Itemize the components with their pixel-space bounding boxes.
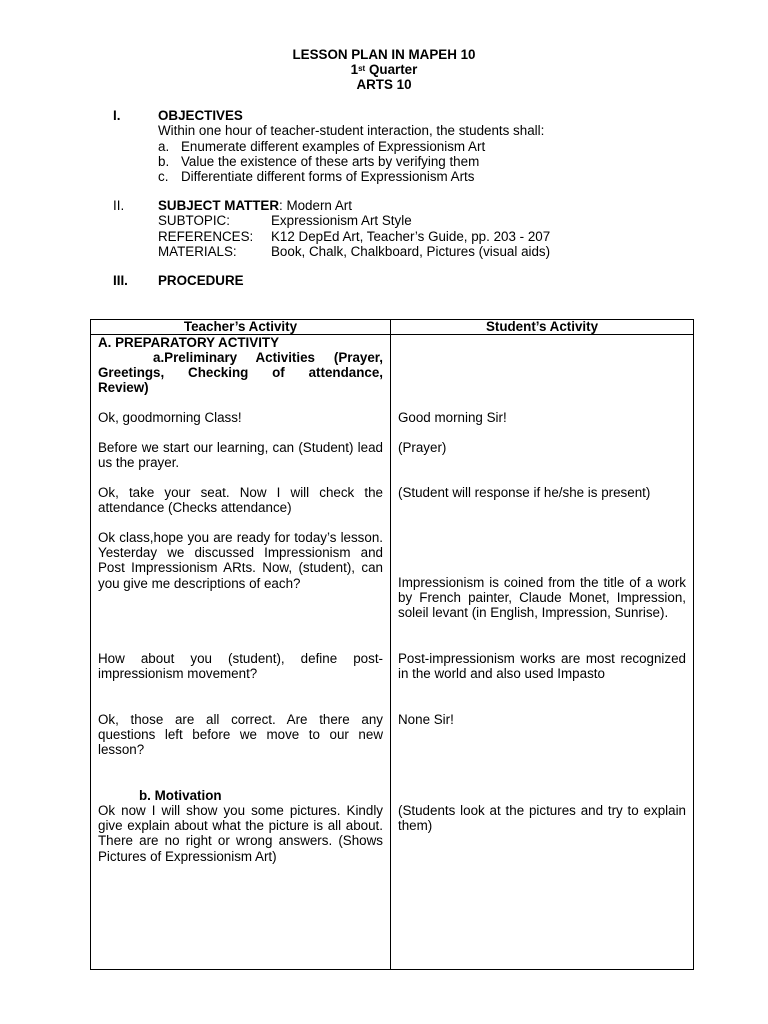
student-line: (Student will response if he/she is present) [398,485,651,500]
subject-matter-numeral: II. [113,198,125,213]
student-activity-header: Student’s Activity [391,320,694,335]
student-activity-cell [391,335,694,970]
table-body-row [91,335,694,970]
teacher-activity-cell [91,335,391,970]
preliminary-activities-line2: Greetings, Checking of attendance, [98,365,383,380]
objectives-heading: OBJECTIVES [158,108,243,123]
references-row: REFERENCES: K12 DepEd Art, Teacher’s Guide, pp. 203 - 207 [158,228,551,244]
document-title: LESSON PLAN IN MAPEH 10 [292,47,476,62]
table-header-row [91,320,694,335]
procedure-numeral: III. [113,273,128,288]
student-line: Post-impressionism works are most recognized in the world and also used Impasto [398,651,686,682]
student-line: (Prayer) [398,440,447,455]
subject-matter-line [158,198,550,213]
student-line: Good morning Sir! [398,410,507,425]
student-line: None Sir! [398,712,454,727]
subject-matter-value: : Modern Art [279,198,352,213]
teacher-activity-header: Teacher’s Activity [91,320,391,335]
procedure-heading: PROCEDURE [158,273,244,288]
objective-item: b. Value the existence of these arts by verifying them [158,153,480,169]
teacher-line: How about you (student), define post-impressionism movement? [98,651,383,682]
objectives-intro: Within one hour of teacher-student interaction, the students shall: [158,123,545,139]
quarter-word: Quarter [368,62,418,77]
preliminary-activities-line3: Review) [98,380,149,395]
subtopic-row: SUBTOPIC: Expressionism Art Style [158,213,412,229]
teacher-line: Ok class,hope you are ready for today’s lesson. Yesterday we discussed Impressionism and Post Impressionism ARts. Now, (student), can you give me descriptions of each? [98,530,383,591]
teacher-line: Ok now I will show you some pictures. Kindly give explain about what the picture is all about. There are no right or wrong answers. (Shows Pictures of Expressionism Art) [98,803,383,864]
procedure-table [90,319,694,970]
student-line: Impressionism is coined from the title of a work by French painter, Claude Monet, Impression, soleil levant (in English, Impression, Sunrise). [398,575,686,621]
objective-item: c. Differentiate different forms of Expressionism Arts [158,169,475,185]
materials-row: MATERIALS: Book, Chalk, Chalkboard, Pictures (visual aids) [158,243,551,259]
quarter-ordinal: st [358,64,366,73]
teacher-line: Before we start our learning, can (Student) lead us the prayer. [98,440,383,471]
objectives-numeral: I. [113,108,121,123]
objective-item: a. Enumerate different examples of Expressionism Art [158,138,486,154]
subject-matter-heading: SUBJECT MATTER [158,198,280,213]
preliminary-activities-line1: a.Preliminary Activities (Prayer, [153,350,383,365]
teacher-line: Ok, take your seat. Now I will check the attendance (Checks attendance) [98,485,383,516]
teacher-line: Ok, goodmorning Class! [98,410,242,425]
preparatory-activity-heading: A. PREPARATORY ACTIVITY [98,335,280,350]
student-line: (Students look at the pictures and try to explain them) [398,803,686,834]
subject-title: ARTS 10 [356,77,412,92]
document-header [0,47,768,92]
motivation-heading: b. Motivation [139,788,222,803]
quarter-number: 1 [350,62,359,77]
teacher-line: Ok, those are all correct. Are there any questions left before we move to our new lesson? [98,712,383,758]
quarter-line [0,62,768,77]
